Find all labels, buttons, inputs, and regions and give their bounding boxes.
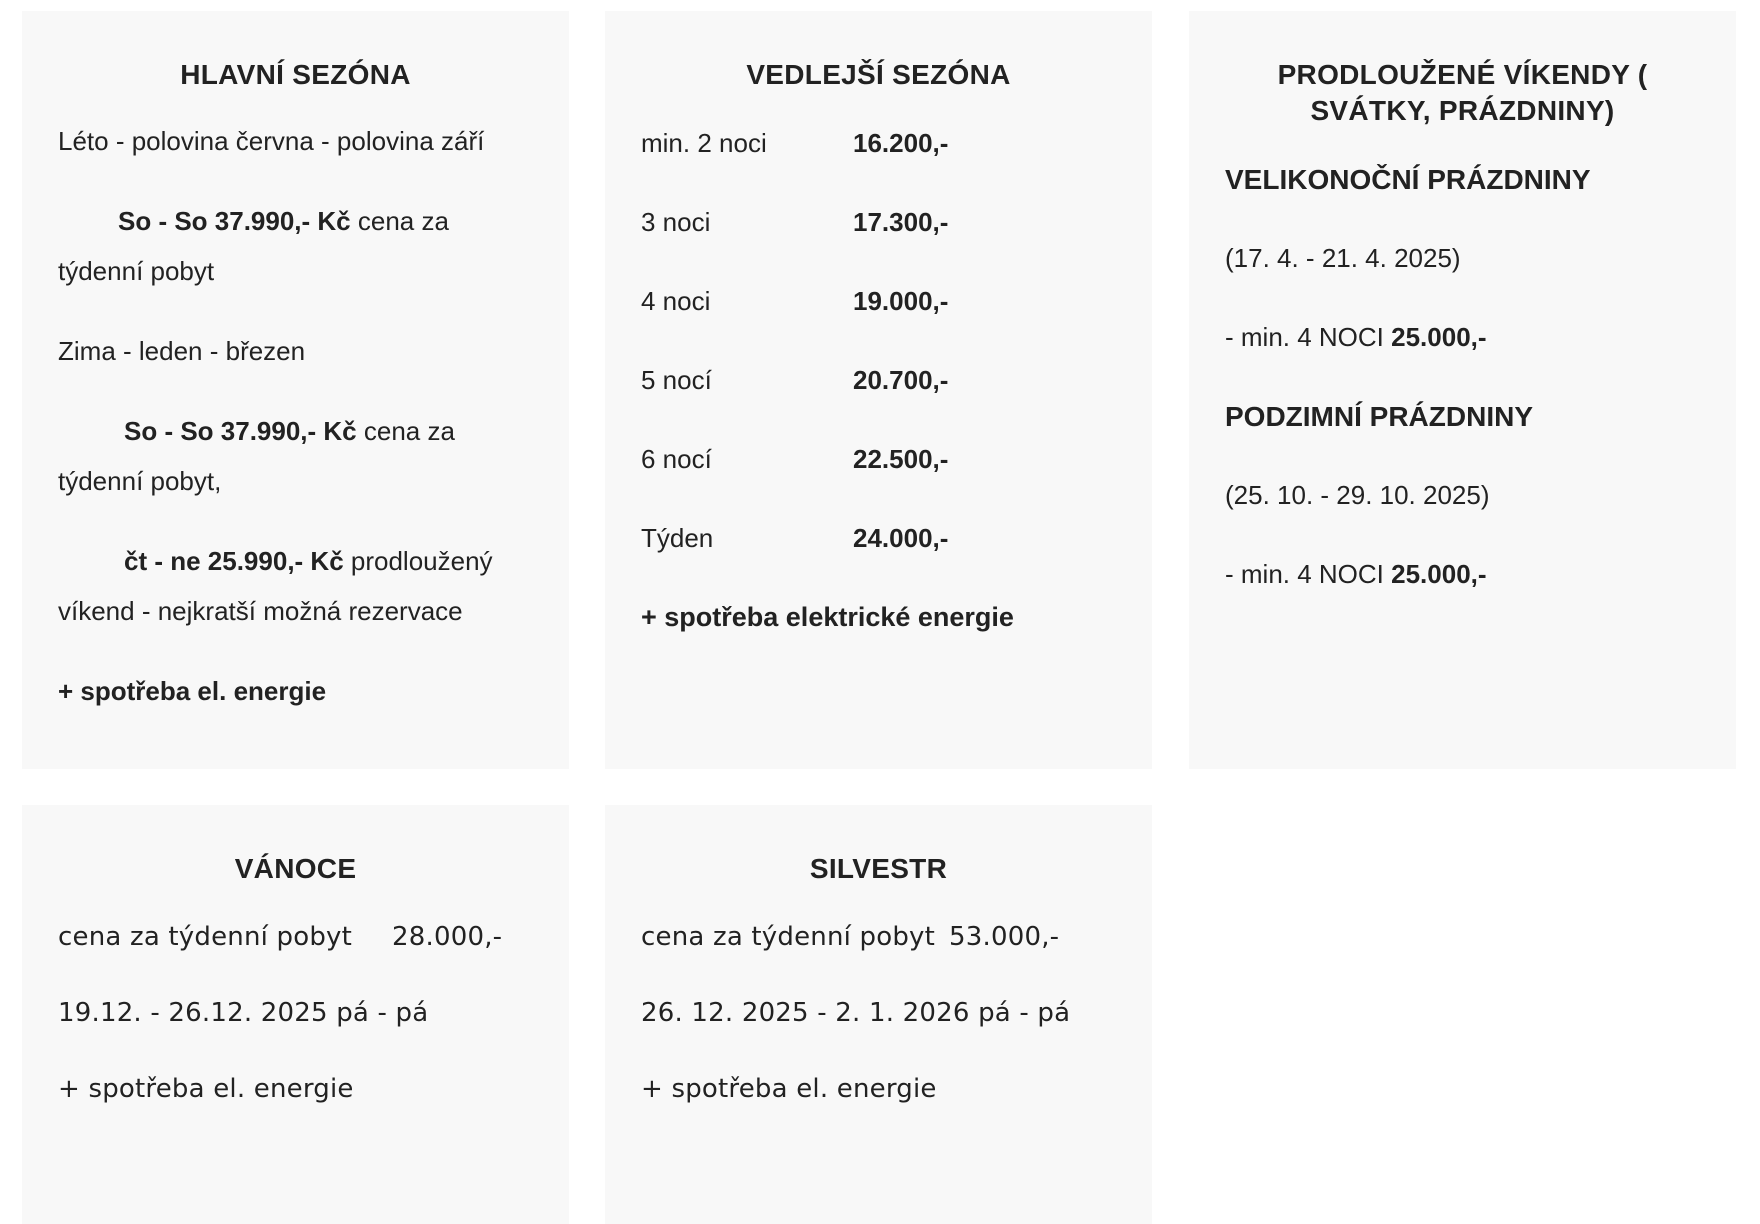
winter-price — [58, 406, 533, 456]
price-row — [641, 104, 1116, 183]
card-hlavni-sezona — [22, 11, 569, 769]
winter-price-note-2: týdenní pobyt, — [58, 466, 222, 496]
price-row — [641, 341, 1116, 420]
card-prodlouzene-vikendy — [1189, 11, 1736, 769]
price-row-value: 16.200,- — [853, 128, 949, 158]
winter-period: Zima - leden - březen — [58, 336, 306, 366]
easter-title: VELIKONOČNÍ PRÁZDNINY — [1225, 164, 1591, 195]
summer-price-note: cena za — [350, 206, 449, 236]
price-row-value: 22.500,- — [853, 444, 949, 474]
card-title: PRODLOUŽENÉ VÍKENDY ( SVÁTKY, PRÁZDNINY) — [1277, 59, 1648, 126]
summer-price-note-2: týdenní pobyt — [58, 256, 215, 286]
autumn-min-nights: - min. 4 NOCI — [1225, 559, 1392, 589]
autumn-title: PODZIMNÍ PRÁZDNINY — [1225, 401, 1533, 432]
card-vedlejsi-sezona — [605, 11, 1152, 769]
price-label: cena za týdenní pobyt — [58, 922, 353, 952]
price-line — [58, 899, 533, 975]
price-row — [641, 420, 1116, 499]
price-line — [641, 899, 1116, 975]
card-body — [641, 899, 1116, 1127]
price-row-label: 4 noci — [641, 286, 711, 316]
weekend-price-note-2: víkend - nejkratší možná rezervace — [58, 596, 463, 626]
card-title: HLAVNÍ SEZÓNA — [180, 59, 411, 90]
autumn-price-value: 25.000,- — [1391, 559, 1487, 589]
energy-note: + spotřeba el. energie — [58, 676, 327, 706]
card-silvestr — [605, 805, 1152, 1224]
dates: 19.12. - 26.12. 2025 pá - pá — [58, 998, 429, 1028]
energy-note: + spotřeba elektrické energie — [641, 602, 1014, 632]
weekend-price-value: čt - ne 25.990,- Kč — [124, 546, 344, 576]
energy-note: + spotřeba el. energie — [58, 1074, 354, 1104]
price-row-label: 3 noci — [641, 207, 711, 237]
easter-price — [1225, 298, 1700, 377]
dates: 26. 12. 2025 - 2. 1. 2026 pá - pá — [641, 998, 1071, 1028]
price-row-label: min. 2 noci — [641, 128, 767, 158]
summer-period: Léto - polovina června - polovina září — [58, 126, 485, 156]
card-vanoce — [22, 805, 569, 1224]
price-row-label: 5 nocí — [641, 365, 712, 395]
easter-price-value: 25.000,- — [1391, 322, 1487, 352]
card-title: VEDLEJŠÍ SEZÓNA — [746, 59, 1011, 90]
card-title: VÁNOCE — [234, 853, 357, 884]
card-title: SILVESTR — [809, 853, 948, 884]
price-label: cena za týdenní pobyt — [641, 922, 936, 952]
price-row-label: Týden — [641, 523, 714, 553]
summer-price — [58, 196, 533, 246]
price-list — [641, 104, 1116, 578]
price-value: 28.000,- — [392, 922, 503, 952]
price-row-label: 6 nocí — [641, 444, 712, 474]
price-row-value: 19.000,- — [853, 286, 949, 316]
weekend-price — [58, 536, 533, 586]
price-row — [641, 183, 1116, 262]
price-value: 53.000,- — [949, 922, 1060, 952]
summer-price-value: So - So 37.990,- Kč — [118, 206, 351, 236]
winter-price-value: So - So 37.990,- Kč — [124, 416, 357, 446]
price-row-value: 20.700,- — [853, 365, 949, 395]
autumn-price — [1225, 535, 1700, 614]
price-row-value: 17.300,- — [853, 207, 949, 237]
weekend-price-note: prodloužený — [343, 546, 493, 576]
price-row — [641, 262, 1116, 341]
price-row-value: 24.000,- — [853, 523, 949, 553]
easter-min-nights: - min. 4 NOCI — [1225, 322, 1392, 352]
card-body — [58, 899, 533, 1127]
easter-dates: (17. 4. - 21. 4. 2025) — [1225, 243, 1461, 273]
winter-price-note: cena za — [356, 416, 455, 446]
energy-note: + spotřeba el. energie — [641, 1074, 937, 1104]
price-row — [641, 499, 1116, 578]
autumn-dates: (25. 10. - 29. 10. 2025) — [1225, 480, 1490, 510]
